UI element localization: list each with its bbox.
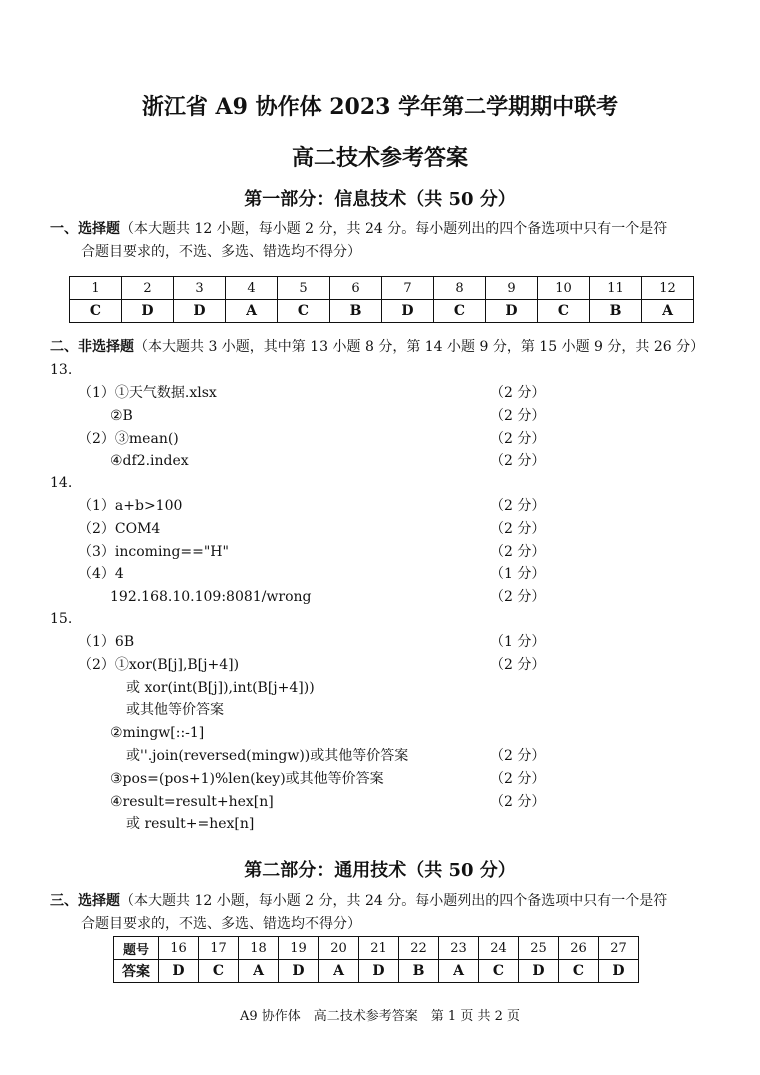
answer-line: ②mingw[::-1] xyxy=(110,725,205,741)
question-number-cell: 3 xyxy=(174,277,226,300)
score-label: （2 分） xyxy=(490,431,546,447)
answer-line: 或 xor(int(B[j]),int(B[j+4])) xyxy=(126,680,315,696)
answer-cell: C xyxy=(434,300,486,323)
sec1-answer-table xyxy=(69,276,694,323)
sec1-instructions xyxy=(50,218,730,264)
sec2-instructions xyxy=(50,336,750,359)
score-label: （2 分） xyxy=(490,589,546,605)
question-number-cell: 17 xyxy=(199,937,239,960)
score-label: （2 分） xyxy=(490,453,546,469)
answer-cell: C xyxy=(199,960,239,983)
sec1-desc: （本大题共 12 小题，每小题 2 分，共 24 分。每小题列出的四个备选项中只有一个是符 xyxy=(120,221,668,237)
sec3-instructions xyxy=(50,890,730,936)
q13-number: 13. xyxy=(50,362,73,378)
score-label: （2 分） xyxy=(490,748,546,764)
score-label: （2 分） xyxy=(490,544,546,560)
answer-cell: C xyxy=(479,960,519,983)
answer-cell: D xyxy=(279,960,319,983)
question-number-cell: 20 xyxy=(319,937,359,960)
question-number-cell: 7 xyxy=(382,277,434,300)
sec2-desc: （本大题共 3 小题，其中第 13 小题 8 分，第 14 小题 9 分，第 15 小题 9 分，共 26 分） xyxy=(134,339,705,355)
answer-line: 或''.join(reversed(mingw))或其他等价答案 xyxy=(126,748,409,764)
question-number-cell: 21 xyxy=(359,937,399,960)
question-number-cell: 6 xyxy=(330,277,382,300)
q15-number: 15. xyxy=(50,611,73,627)
question-number-cell: 9 xyxy=(486,277,538,300)
answer-cell: D xyxy=(382,300,434,323)
answer-cell: D xyxy=(486,300,538,323)
question-number-cell: 16 xyxy=(159,937,199,960)
sec3-num-label: 题号 xyxy=(114,937,159,960)
score-label: （2 分） xyxy=(490,771,546,787)
answer-cell: D xyxy=(359,960,399,983)
part2-heading: 第二部分：通用技术（共 50 分） xyxy=(244,860,516,881)
score-label: （2 分） xyxy=(490,521,546,537)
score-label: （2 分） xyxy=(490,408,546,424)
question-number-cell: 26 xyxy=(559,937,599,960)
answer-line: （3）incoming=="H" xyxy=(78,544,229,560)
sec3-answer-table xyxy=(113,936,639,983)
answer-cell: A xyxy=(439,960,479,983)
answer-line: 或 result+=hex[n] xyxy=(126,816,255,832)
answer-line: ④df2.index xyxy=(110,453,189,469)
score-label: （2 分） xyxy=(490,794,546,810)
question-number-cell: 1 xyxy=(70,277,122,300)
sec3-ans-label: 答案 xyxy=(114,960,159,983)
document-subtitle: 高二技术参考答案 xyxy=(291,145,468,171)
answer-cell: A xyxy=(642,300,694,323)
answer-line: （2）③mean() xyxy=(78,431,179,447)
sec3-answer-row xyxy=(114,960,639,983)
question-number-cell: 5 xyxy=(278,277,330,300)
question-number-cell: 19 xyxy=(279,937,319,960)
sec2-heading: 二、非选择题 xyxy=(50,339,134,355)
answer-cell: D xyxy=(519,960,559,983)
answer-cell: B xyxy=(590,300,642,323)
sec3-desc2: 合题目要求的，不选、多选、错选均不得分） xyxy=(81,916,361,932)
answer-cell: D xyxy=(599,960,639,983)
score-label: （2 分） xyxy=(490,385,546,401)
sec3-number-row xyxy=(114,937,639,960)
sec1-desc2: 合题目要求的，不选、多选、错选均不得分） xyxy=(81,244,361,260)
answer-cell: A xyxy=(319,960,359,983)
answer-cell: C xyxy=(70,300,122,323)
answer-cell: C xyxy=(278,300,330,323)
answer-cell: D xyxy=(159,960,199,983)
answer-line: （4）4 xyxy=(78,566,124,582)
answer-line: 192.168.10.109:8081/wrong xyxy=(110,589,312,605)
q14-number: 14. xyxy=(50,475,73,491)
page-footer: A9 协作体 高二技术参考答案 第 1 页 共 2 页 xyxy=(240,1009,520,1024)
question-number-cell: 2 xyxy=(122,277,174,300)
question-number-cell: 12 xyxy=(642,277,694,300)
question-number-cell: 25 xyxy=(519,937,559,960)
score-label: （1 分） xyxy=(490,566,546,582)
question-number-cell: 18 xyxy=(239,937,279,960)
answer-cell: B xyxy=(330,300,382,323)
answer-cell: B xyxy=(399,960,439,983)
answer-line: 或其他等价答案 xyxy=(126,702,224,718)
sec3-heading: 三、选择题 xyxy=(50,893,120,909)
sec1-heading: 一、选择题 xyxy=(50,221,120,237)
answer-cell: C xyxy=(559,960,599,983)
answer-cell: D xyxy=(122,300,174,323)
sec1-answer-row xyxy=(70,300,694,323)
document-title: 浙江省 A9 协作体 2023 学年第二学期期中联考 xyxy=(141,94,619,120)
question-number-cell: 4 xyxy=(226,277,278,300)
sec3-desc: （本大题共 12 小题，每小题 2 分，共 24 分。每小题列出的四个备选项中只有一个是符 xyxy=(120,893,668,909)
score-label: （2 分） xyxy=(490,657,546,673)
question-number-cell: 8 xyxy=(434,277,486,300)
answer-line: ②B xyxy=(110,408,133,424)
question-number-cell: 27 xyxy=(599,937,639,960)
answer-line: （2）COM4 xyxy=(78,521,161,537)
question-number-cell: 24 xyxy=(479,937,519,960)
score-label: （1 分） xyxy=(490,634,546,650)
question-number-cell: 10 xyxy=(538,277,590,300)
answer-cell: A xyxy=(239,960,279,983)
sec1-number-row xyxy=(70,277,694,300)
question-number-cell: 22 xyxy=(399,937,439,960)
answer-line: （2）①xor(B[j],B[j+4]) xyxy=(78,657,240,673)
question-number-cell: 11 xyxy=(590,277,642,300)
answer-line: （1）6B xyxy=(78,634,135,650)
answer-cell: D xyxy=(174,300,226,323)
question-number-cell: 23 xyxy=(439,937,479,960)
answer-line: ④result=result+hex[n] xyxy=(110,794,274,810)
answer-cell: A xyxy=(226,300,278,323)
answer-line: （1）a+b>100 xyxy=(78,498,183,514)
answer-line: ③pos=(pos+1)%len(key)或其他等价答案 xyxy=(110,771,384,787)
score-label: （2 分） xyxy=(490,498,546,514)
answer-line: （1）①天气数据.xlsx xyxy=(78,385,217,401)
part1-heading: 第一部分：信息技术（共 50 分） xyxy=(244,189,516,210)
answer-cell: C xyxy=(538,300,590,323)
